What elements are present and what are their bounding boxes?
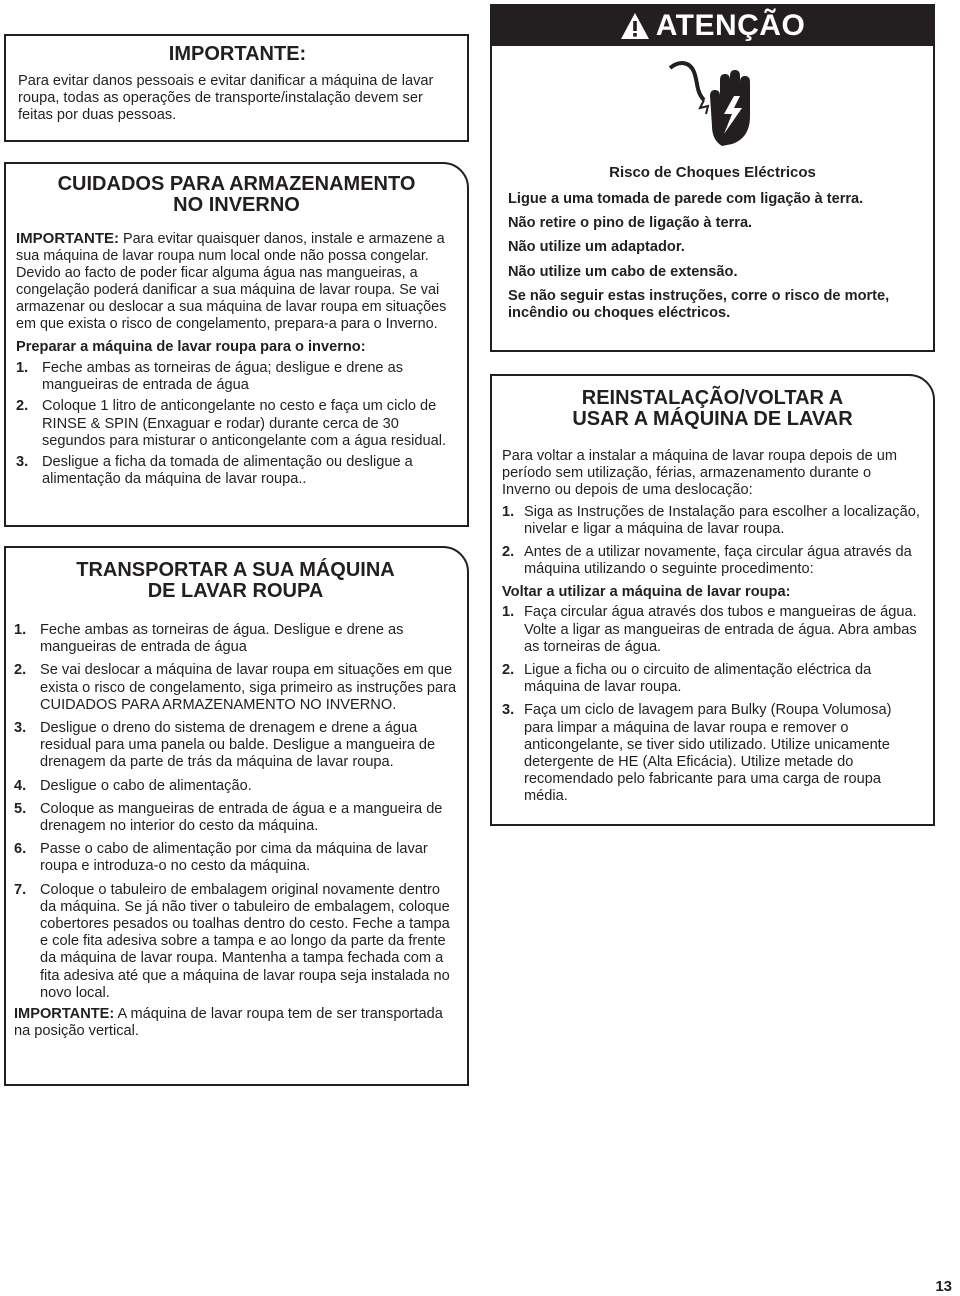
transport-steps xyxy=(14,622,457,1002)
page-number: 13 xyxy=(935,1278,952,1295)
list-item xyxy=(14,720,457,772)
step-text: Ligue a ficha ou o circuito de alimentação eléctrica da máquina de lavar roupa. xyxy=(524,662,872,696)
electric-shock-hand-icon xyxy=(492,46,933,156)
warning-lines xyxy=(492,191,933,322)
winter-storage-title: CUIDADOS PARA ARMAZENAMENTO NO INVERNO xyxy=(57,173,416,216)
list-item xyxy=(16,360,457,394)
reinstall-subheading: Voltar a utilizar a máquina de lavar roupa: xyxy=(502,584,791,601)
list-item xyxy=(502,544,923,578)
step-number: 4. xyxy=(14,777,27,794)
transport-section xyxy=(4,546,469,1086)
reinstall-intro: Para voltar a instalar a máquina de lavar roupa depois de um período sem utilização, férias, armazenamento durante o Inverno ou depois de uma deslocação: xyxy=(502,448,898,499)
winter-storage-intro-label: IMPORTANTE: xyxy=(16,230,120,247)
transport-note-label: IMPORTANTE: xyxy=(14,1006,115,1023)
warning-line: Ligue a uma tomada de parede com ligação à terra. xyxy=(508,191,864,207)
step-number: 1. xyxy=(16,360,29,376)
step-number: 5. xyxy=(14,800,27,817)
winter-storage-intro-text: Para evitar quaisquer danos, instale e armazene a sua máquina de lavar roupa num local onde não possa congelar. Devido ao facto de poder ficar alguma água nas mangueiras, a congelação poderá danificar a sua máquina de lavar roupa. Se vai armazenar ou deslocar a sua máquina de lavar roupa em situações em que exista o risco de congelamento, prepara-a para o Inverno. xyxy=(16,231,447,332)
step-text: Siga as Instruções de Instalação para escolher a localização, nivelar e ligar a máquina de lavar roupa. xyxy=(524,503,920,537)
step-number: 2. xyxy=(502,662,515,679)
step-text: Coloque 1 litro de anticongelante no cesto e faça um ciclo de RINSE & SPIN (Enxaguar e rodar) durante cerca de 30 segundos para misturar o anticongelante com a água residual. xyxy=(42,398,447,449)
step-number: 2. xyxy=(502,544,515,561)
list-item xyxy=(16,398,457,450)
step-number: 2. xyxy=(16,398,29,415)
step-text: Desligue o dreno do sistema de drenagem e drene a água residual para uma panela ou balde. Desligue a mangueira de drenagem da parte de trás da máquina de lavar roupa. xyxy=(40,720,436,771)
step-number: 1. xyxy=(502,604,515,621)
step-text: Passe o cabo de alimentação por cima da máquina de lavar roupa e introduza-o no cesto da máquina. xyxy=(40,841,428,875)
transport-note-text: A máquina de lavar roupa tem de ser transportada na posição vertical. xyxy=(14,1006,443,1040)
step-text: Faça um ciclo de lavagem para Bulky (Roupa Volumosa) para limpar a máquina de lavar roupa e remover o anticongelante, se tiver sido utilizado. Utilize unicamente detergente de HE (Alta Eficácia). Utilize metade do recomendado pelo fabricante para uma carga de roupa média. xyxy=(524,702,892,805)
list-item xyxy=(14,662,457,714)
step-text: Se vai deslocar a máquina de lavar roupa em situações em que exista o risco de congelamento, siga primeiro as instruções para CUIDADOS PARA ARMAZENAMENTO NO INVERNO. xyxy=(40,662,457,713)
warning-line: Se não seguir estas instruções, corre o risco de morte, incêndio ou choques eléctricos. xyxy=(508,287,890,322)
step-text: Antes de a utilizar novamente, faça circular água através da máquina utilizando o seguinte procedimento: xyxy=(524,544,912,578)
step-number: 2. xyxy=(14,662,27,679)
step-text: Feche ambas as torneiras de água. Desligue e drene as mangueiras de entrada de água xyxy=(40,622,404,656)
list-item xyxy=(502,504,923,538)
step-text: Desligue o cabo de alimentação. xyxy=(40,777,252,794)
warning-triangle-icon xyxy=(620,12,650,40)
step-number: 7. xyxy=(14,881,27,898)
step-number: 6. xyxy=(14,841,27,858)
list-item xyxy=(502,604,923,656)
reinstall-title: REINSTALAÇÃO/VOLTAR A USAR A MÁQUINA DE LAVAR xyxy=(572,387,853,430)
list-item xyxy=(502,702,923,805)
winter-storage-section xyxy=(4,162,469,527)
step-number: 1. xyxy=(14,622,27,638)
list-item xyxy=(14,801,457,835)
reinstall-steps-b xyxy=(502,604,923,805)
warning-banner xyxy=(492,6,933,46)
list-item xyxy=(502,662,923,696)
step-text: Coloque o tabuleiro de embalagem original novamente dentro da máquina. Se já não tiver o tabuleiro de embalagem, coloque cobertores pesados ou toalhas dentro do cesto. Feche a tampa e cole fita adesiva sobre a tampa e ao longo da parte da frente da máquina de lavar roupa. Mantenha a tampa fechada com a fita adesiva até que a máquina de lavar roupa seja instalada no novo local. xyxy=(40,881,450,1001)
step-number: 3. xyxy=(502,702,515,719)
transport-title: TRANSPORTAR A SUA MÁQUINA DE LAVAR ROUPA xyxy=(76,559,395,602)
warning-line: Não retire o pino de ligação à terra. xyxy=(508,215,753,232)
reinstall-section xyxy=(490,374,935,826)
warning-box xyxy=(490,4,935,352)
step-text: Desligue a ficha da tomada de alimentação ou desligue a alimentação da máquina de lavar roupa.. xyxy=(42,454,413,488)
reinstall-steps-a xyxy=(502,504,923,579)
step-number: 3. xyxy=(14,720,27,737)
warning-line: Não utilize um cabo de extensão. xyxy=(508,263,738,280)
risk-title: Risco de Choques Eléctricos xyxy=(609,164,816,181)
list-item xyxy=(16,454,457,488)
step-text: Coloque as mangueiras de entrada de água e a mangueira de drenagem no interior do cesto da máquina. xyxy=(40,800,443,835)
winter-storage-intro xyxy=(16,230,457,333)
step-number: 3. xyxy=(16,454,29,471)
important-title: IMPORTANTE: xyxy=(168,43,307,65)
step-text: Faça circular água através dos tubos e mangueiras de água. Volte a ligar as mangueiras de entrada de água. Abra ambas as torneiras de água. xyxy=(524,604,917,655)
transport-note xyxy=(14,1006,457,1040)
list-item xyxy=(14,841,457,875)
list-item xyxy=(14,778,457,795)
important-text: Para evitar danos pessoais e evitar danificar a máquina de lavar roupa, todas as operações de transporte/instalação devem ser feitas por duas pessoas. xyxy=(18,73,434,123)
warning-line: Não utilize um adaptador. xyxy=(508,239,685,256)
list-item xyxy=(14,882,457,1002)
step-text: Feche ambas as torneiras de água; desligue e drene as mangueiras de entrada de água xyxy=(42,360,404,394)
list-item xyxy=(14,622,457,656)
winter-storage-subheading: Preparar a máquina de lavar roupa para o inverno: xyxy=(16,339,366,355)
winter-storage-steps xyxy=(16,360,457,488)
important-notice-box xyxy=(4,34,469,142)
warning-banner-text: ATENÇÃO xyxy=(655,9,806,42)
step-number: 1. xyxy=(502,503,515,520)
